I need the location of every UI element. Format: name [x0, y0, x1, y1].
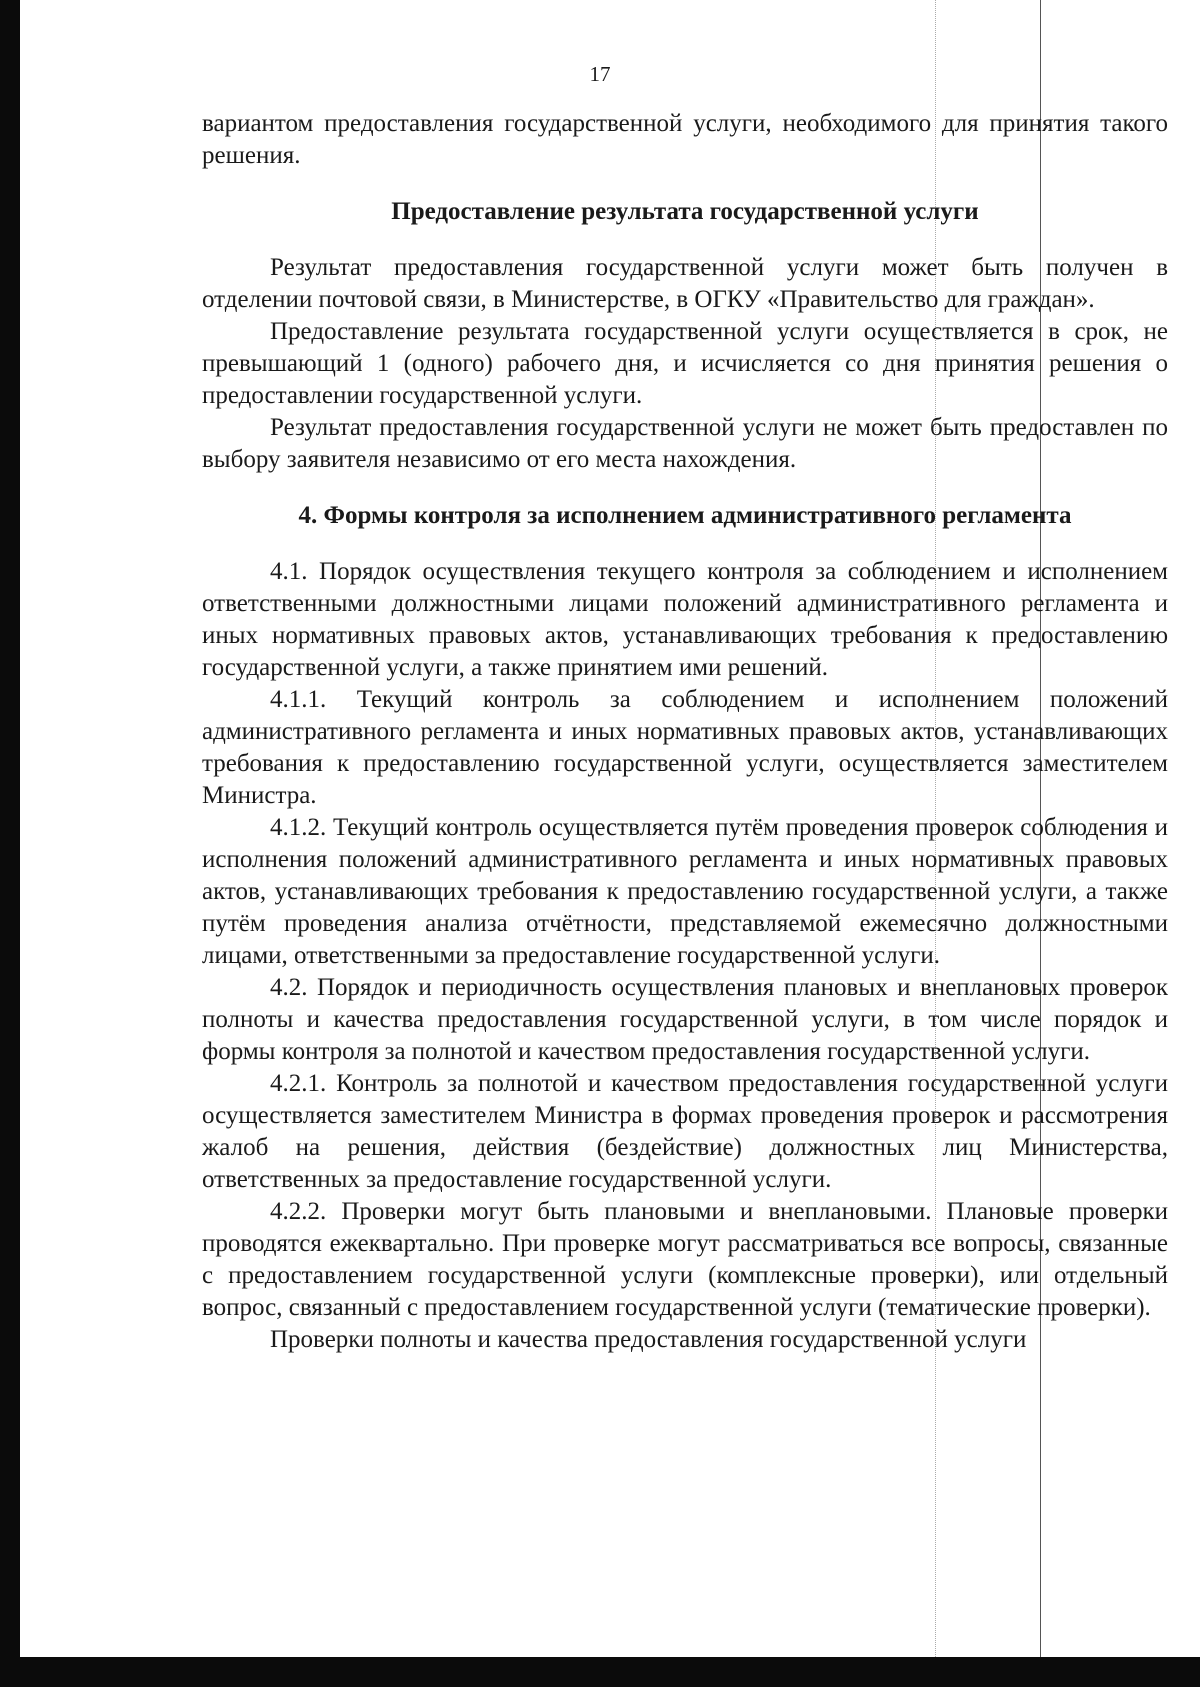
- paragraph: Результат предоставления государственной услуги может быть получен в отделении почтовой связи, в Министерстве, в ОГКУ «Правительство для граждан».: [202, 254, 1168, 313]
- paragraph: 4.1. Порядок осуществления текущего контроля за соблюдением и исполнением ответственными должностными лицами положений административного регламента и иных нормативных правовых актов, устанавливающих требования к предоставлению государственной услуги, а также принятием ими решений.: [202, 558, 1168, 681]
- scan-bottom-border: [0, 1657, 1200, 1687]
- document-body: [202, 108, 1168, 1356]
- section-heading: 4. Формы контроля за исполнением административного регламента: [298, 502, 1072, 529]
- scan-left-border: [0, 0, 20, 1687]
- paragraph: Проверки полноты и качества предоставления государственной услуги: [270, 1326, 1027, 1353]
- paragraph: Предоставление результата государственной услуги осуществляется в срок, не превышающий 1 (одного) рабочего дня, и исчисляется со дня принятия решения о предоставлении государственной услуги.: [202, 318, 1168, 409]
- paragraph: 4.1.2. Текущий контроль осуществляется путём проведения проверок соблюдения и исполнения положений административного регламента и иных нормативных правовых актов, устанавливающих требования к предоставлению государственной услуги, а также путём проведения анализа отчётности, представляемой ежемесячно должностными лицами, ответственными за предоставление государственной услуги.: [202, 814, 1168, 969]
- page-number: 17: [589, 62, 611, 86]
- section-heading: Предоставление результата государственной услуги: [391, 198, 979, 225]
- paragraph: 4.2.2. Проверки могут быть плановыми и внеплановыми. Плановые проверки проводятся ежеквартально. При проверке могут рассматриваться все вопросы, связанные с предоставлением государственной услуги (комплексные проверки), или отдельный вопрос, связанный с предоставлением государственной услуги (тематические проверки).: [202, 1198, 1168, 1321]
- paragraph: 4.2. Порядок и периодичность осуществления плановых и внеплановых проверок полноты и качества предоставления государственной услуги, в том числе порядок и формы контроля за полнотой и качеством предоставления государственной услуги.: [202, 974, 1168, 1065]
- paragraph: 4.1.1. Текущий контроль за соблюдением и исполнением положений административного регламента и иных нормативных правовых актов, устанавливающих требования к предоставлению государственной услуги, осуществляется заместителем Министра.: [202, 686, 1168, 809]
- paragraph: 4.2.1. Контроль за полнотой и качеством предоставления государственной услуги осуществляется заместителем Министра в формах проведения проверок и рассмотрения жалоб на решения, действия (бездействие) должностных лиц Министерства, ответственных за предоставление государственной услуги.: [202, 1070, 1168, 1193]
- paragraph: вариантом предоставления государственной услуги, необходимого для принятия такого решения.: [202, 110, 1168, 169]
- paragraph: Результат предоставления государственной услуги не может быть предоставлен по выбору заявителя независимо от его места нахождения.: [202, 414, 1168, 473]
